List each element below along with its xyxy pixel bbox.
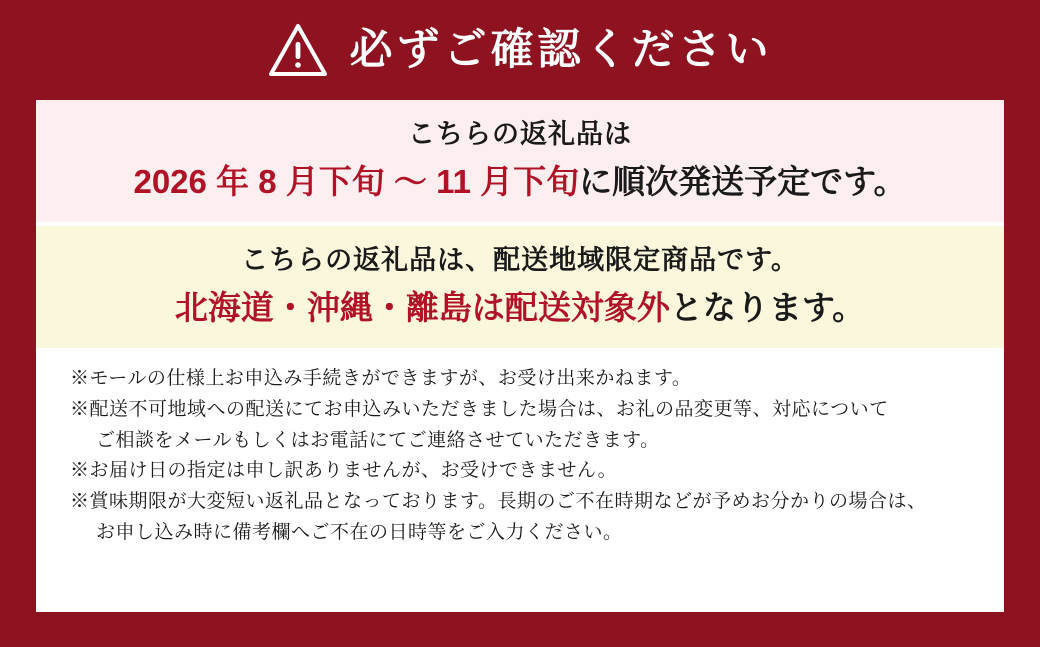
warning-triangle-icon <box>268 22 328 78</box>
page-title: 必ずご確認ください <box>349 25 773 74</box>
area-notice-line1: こちらの返礼品は、配送地域限定商品です。 <box>241 245 799 275</box>
excluded-areas-text: 北海道・沖縄・離島は配送対象外 <box>174 288 670 326</box>
note-item: お申し込み時に備考欄へご不在の日時等をご入力ください。 <box>96 521 623 543</box>
shipping-notice-line1: こちらの返礼品は <box>408 119 632 149</box>
area-notice-line2 <box>36 283 1004 333</box>
note-item: ※モールの仕様上お申込み手続きができますが、お受け出来かねます。 <box>70 368 692 389</box>
shipping-notice-block <box>36 100 1004 222</box>
area-notice-block <box>36 226 1004 348</box>
note-item: ご相談をメールもしくはお電話にてご連絡させていただきます。 <box>96 429 660 451</box>
shipping-notice-suffix: に順次発送予定です。 <box>579 162 907 200</box>
note-item: ※賞味期限が大変短い返礼品となっております。長期のご不在時期などが予めお分かりの場合は、 <box>70 491 927 513</box>
notes-list <box>36 348 1004 549</box>
notice-card <box>36 100 1004 612</box>
shipping-period-text: 2026 年 8 月下旬 〜 11 月下旬 <box>133 162 580 200</box>
banner-header <box>0 0 1040 100</box>
note-item: ※配送不可地域への配送にてお申込みいただきました場合は、お礼の品変更等、対応について <box>70 398 889 420</box>
shipping-notice-line2 <box>36 157 1004 207</box>
note-item: ※お届け日の指定は申し訳ありませんが、お受けできません。 <box>70 460 618 482</box>
area-notice-suffix: となります。 <box>669 288 866 326</box>
